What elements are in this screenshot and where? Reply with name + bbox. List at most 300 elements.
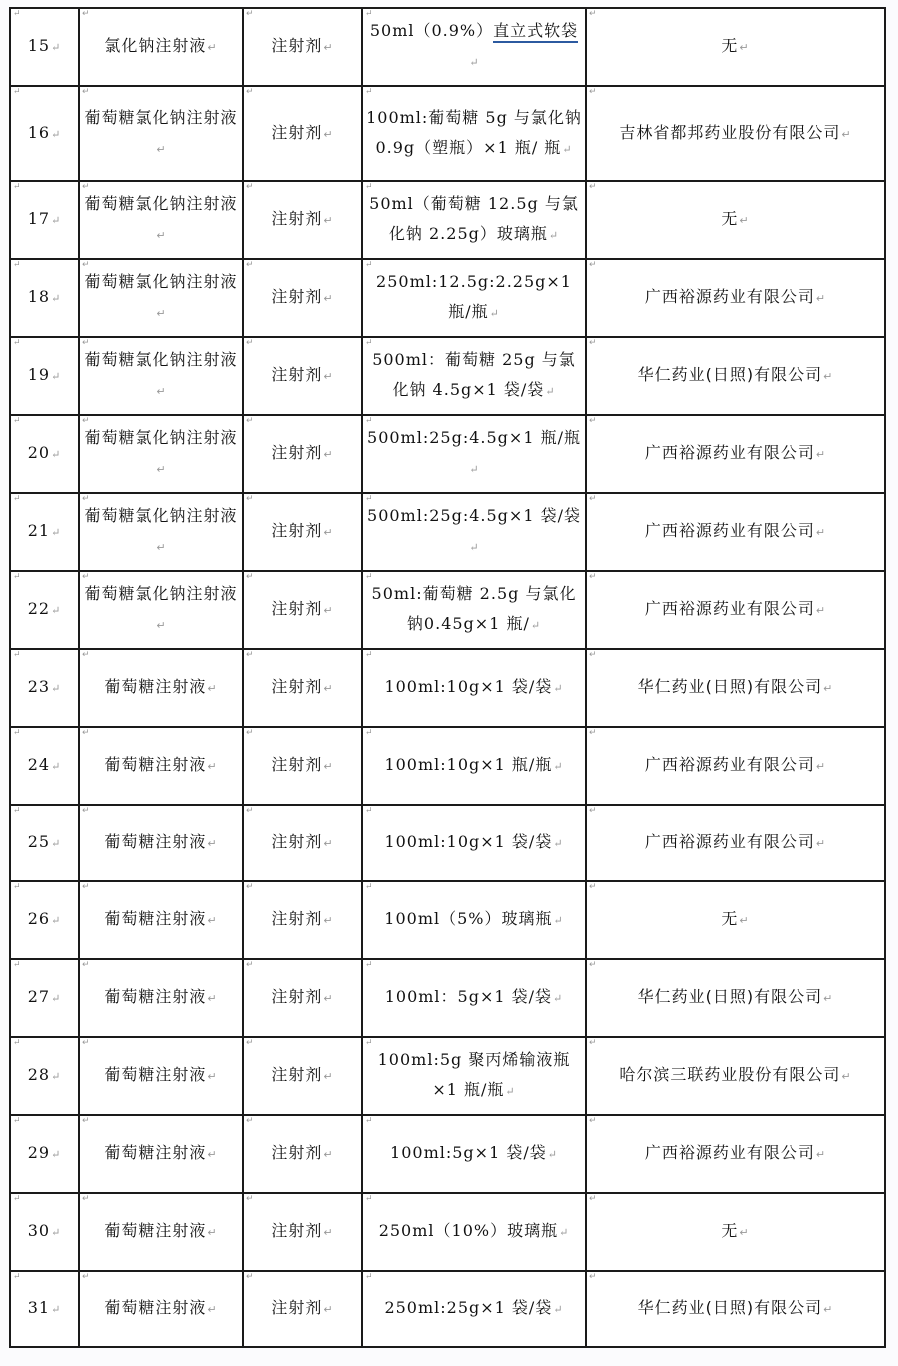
return-mark-icon: ↵ (739, 214, 750, 227)
return-mark-icon: ↵ (323, 760, 334, 773)
paragraph-mark-icon: ↵ (365, 1038, 374, 1048)
return-mark-icon: ↵ (553, 682, 564, 695)
return-mark-icon: ↵ (548, 229, 560, 242)
paragraph-mark-icon: ↵ (82, 416, 91, 426)
return-mark-icon: ↵ (815, 292, 827, 305)
drug-name: 葡萄糖注射液 (104, 1065, 207, 1084)
paragraph-mark-icon: ↵ (82, 1272, 91, 1282)
paragraph-mark-icon: ↵ (13, 1038, 22, 1048)
return-mark-icon: ↵ (51, 292, 62, 305)
cell-specification (362, 415, 586, 493)
return-mark-icon: ↵ (51, 837, 62, 850)
paragraph-mark-icon: ↵ (82, 728, 91, 738)
return-mark-icon: ↵ (323, 448, 334, 461)
specification: 250ml（10%）玻璃瓶 (378, 1221, 559, 1240)
table-row (10, 415, 885, 493)
cell-specification (362, 86, 586, 181)
paragraph-mark-icon: ↵ (365, 882, 374, 892)
paragraph-mark-icon: ↵ (82, 882, 91, 892)
paragraph-mark-icon: ↵ (82, 572, 91, 582)
return-mark-icon: ↵ (156, 229, 167, 242)
return-mark-icon: ↵ (545, 385, 556, 398)
dosage-form: 注射剂 (271, 521, 323, 540)
manufacturer: 无 (721, 909, 739, 928)
return-mark-icon: ↵ (823, 682, 834, 695)
dosage-form: 注射剂 (271, 832, 323, 851)
paragraph-mark-icon: ↵ (589, 728, 598, 738)
return-mark-icon: ↵ (323, 1148, 334, 1161)
specification: 50ml（葡萄糖 12.5g 与氯化钠 2.25g）玻璃瓶 (369, 194, 579, 243)
cell-drug-name (79, 881, 243, 959)
return-mark-icon: ↵ (323, 1226, 334, 1239)
table-row (10, 8, 885, 86)
paragraph-mark-icon: ↵ (13, 806, 22, 816)
paragraph-mark-icon: ↵ (365, 806, 374, 816)
cell-number (10, 337, 79, 415)
paragraph-mark-icon: ↵ (246, 572, 255, 582)
return-mark-icon: ↵ (156, 463, 167, 476)
return-mark-icon: ↵ (323, 914, 334, 927)
row-number: 29 (27, 1143, 51, 1162)
paragraph-mark-icon: ↵ (13, 572, 22, 582)
return-mark-icon: ↵ (207, 682, 218, 695)
drug-name: 葡萄糖注射液 (104, 1221, 207, 1240)
paragraph-mark-icon: ↵ (13, 728, 22, 738)
paragraph-mark-icon: ↵ (13, 416, 22, 426)
cell-number (10, 959, 79, 1037)
return-mark-icon: ↵ (156, 541, 167, 554)
drug-name: 葡萄糖注射液 (104, 1298, 207, 1317)
drug-name: 葡萄糖氯化钠注射液 (84, 506, 238, 525)
paragraph-mark-icon: ↵ (82, 960, 91, 970)
cell-drug-name (79, 259, 243, 337)
cell-drug-name (79, 1193, 243, 1271)
cell-manufacturer (586, 571, 885, 649)
drug-name: 葡萄糖注射液 (104, 755, 207, 774)
manufacturer: 无 (721, 1221, 739, 1240)
paragraph-mark-icon: ↵ (365, 650, 374, 660)
row-number: 17 (27, 209, 51, 228)
paragraph-mark-icon: ↵ (589, 416, 598, 426)
manufacturer: 哈尔滨三联药业股份有限公司 (619, 1065, 841, 1084)
cell-number (10, 259, 79, 337)
paragraph-mark-icon: ↵ (589, 260, 598, 270)
dosage-form: 注射剂 (271, 209, 323, 228)
dosage-form: 注射剂 (271, 1065, 323, 1084)
return-mark-icon: ↵ (207, 41, 218, 54)
cell-specification (362, 727, 586, 805)
drug-name: 葡萄糖氯化钠注射液 (84, 428, 238, 447)
return-mark-icon: ↵ (207, 992, 218, 1005)
cell-manufacturer (586, 649, 885, 727)
row-number: 15 (27, 36, 51, 55)
cell-dosage-form (243, 571, 362, 649)
paragraph-mark-icon: ↵ (589, 338, 598, 348)
specification-link[interactable]: 直立式软袋 (493, 21, 578, 43)
paragraph-mark-icon: ↵ (589, 882, 598, 892)
return-mark-icon: ↵ (51, 526, 62, 539)
return-mark-icon: ↵ (739, 1226, 750, 1239)
paragraph-mark-icon: ↵ (246, 1116, 255, 1126)
return-mark-icon: ↵ (323, 292, 334, 305)
paragraph-mark-icon: ↵ (246, 650, 255, 660)
cell-manufacturer (586, 86, 885, 181)
specification: 100ml:10g×1 瓶/瓶 (384, 755, 553, 774)
cell-dosage-form (243, 1193, 362, 1271)
paragraph-mark-icon: ↵ (589, 1272, 598, 1282)
return-mark-icon: ↵ (562, 142, 573, 156)
specification: 100ml（5%）玻璃瓶 (384, 909, 553, 928)
cell-number (10, 493, 79, 571)
manufacturer: 华仁药业(日照)有限公司 (637, 987, 823, 1006)
cell-manufacturer (586, 1115, 885, 1193)
table-row (10, 1037, 885, 1115)
return-mark-icon: ↵ (739, 41, 750, 54)
return-mark-icon: ↵ (553, 760, 564, 773)
row-number: 20 (27, 443, 51, 462)
paragraph-mark-icon: ↵ (82, 1038, 91, 1048)
paragraph-mark-icon: ↵ (589, 9, 598, 19)
return-mark-icon: ↵ (323, 1070, 334, 1083)
return-mark-icon: ↵ (323, 837, 334, 850)
specification: 250ml:12.5g:2.25g×1 瓶/瓶 (376, 272, 572, 321)
cell-number (10, 881, 79, 959)
table-row (10, 86, 885, 181)
dosage-form: 注射剂 (271, 443, 323, 462)
cell-manufacturer (586, 181, 885, 259)
paragraph-mark-icon: ↵ (246, 494, 255, 504)
return-mark-icon: ↵ (323, 526, 334, 539)
cell-drug-name (79, 1115, 243, 1193)
return-mark-icon: ↵ (553, 1303, 564, 1316)
return-mark-icon: ↵ (547, 1148, 558, 1161)
drug-name: 葡萄糖氯化钠注射液 (84, 350, 238, 369)
drug-name: 葡萄糖氯化钠注射液 (84, 272, 238, 291)
paragraph-mark-icon: ↵ (246, 260, 255, 270)
drug-name: 葡萄糖氯化钠注射液 (84, 194, 238, 213)
paragraph-mark-icon: ↵ (13, 494, 22, 504)
cell-number (10, 181, 79, 259)
cell-number (10, 1271, 79, 1347)
table-row (10, 881, 885, 959)
cell-specification (362, 259, 586, 337)
row-number: 30 (27, 1221, 51, 1240)
dosage-form: 注射剂 (271, 1298, 323, 1317)
paragraph-mark-icon: ↵ (365, 1272, 374, 1282)
manufacturer: 广西裕源药业有限公司 (644, 287, 815, 306)
specification: 100ml:10g×1 袋/袋 (384, 677, 553, 696)
return-mark-icon: ↵ (156, 619, 167, 632)
cell-number (10, 805, 79, 881)
return-mark-icon: ↵ (51, 370, 62, 383)
return-mark-icon: ↵ (553, 992, 564, 1005)
return-mark-icon: ↵ (815, 837, 827, 850)
paragraph-mark-icon: ↵ (13, 87, 22, 97)
cell-drug-name (79, 1271, 243, 1347)
return-mark-icon: ↵ (51, 682, 62, 695)
paragraph-mark-icon: ↵ (246, 87, 255, 97)
dosage-form: 注射剂 (271, 909, 323, 928)
cell-drug-name (79, 571, 243, 649)
return-mark-icon: ↵ (51, 1226, 62, 1239)
cell-specification (362, 959, 586, 1037)
return-mark-icon: ↵ (823, 992, 834, 1005)
paragraph-mark-icon: ↵ (13, 260, 22, 270)
paragraph-mark-icon: ↵ (82, 9, 91, 19)
specification: 100ml:5g 聚丙烯输液瓶×1 瓶/瓶 (377, 1050, 571, 1099)
return-mark-icon: ↵ (815, 1148, 827, 1161)
cell-specification (362, 493, 586, 571)
return-mark-icon: ↵ (553, 837, 564, 850)
paragraph-mark-icon: ↵ (365, 87, 374, 97)
cell-drug-name (79, 805, 243, 881)
drug-name: 葡萄糖注射液 (104, 832, 207, 851)
return-mark-icon: ↵ (323, 604, 334, 617)
cell-manufacturer (586, 1271, 885, 1347)
return-mark-icon: ↵ (51, 448, 62, 461)
return-mark-icon: ↵ (815, 448, 827, 461)
return-mark-icon: ↵ (51, 127, 62, 141)
paragraph-mark-icon: ↵ (365, 1194, 374, 1204)
drug-name: 葡萄糖氯化钠注射液 (84, 584, 238, 603)
table-row (10, 1193, 885, 1271)
cell-dosage-form (243, 86, 362, 181)
paragraph-mark-icon: ↵ (365, 260, 374, 270)
return-mark-icon: ↵ (323, 1303, 334, 1316)
specification: 250ml:25g×1 袋/袋 (384, 1298, 553, 1317)
cell-specification (362, 181, 586, 259)
paragraph-mark-icon: ↵ (589, 1038, 598, 1048)
return-mark-icon: ↵ (823, 1303, 834, 1316)
table-row (10, 805, 885, 881)
cell-manufacturer (586, 727, 885, 805)
cell-dosage-form (243, 1037, 362, 1115)
paragraph-mark-icon: ↵ (82, 182, 91, 192)
cell-manufacturer (586, 337, 885, 415)
return-mark-icon: ↵ (469, 56, 480, 69)
cell-dosage-form (243, 881, 362, 959)
specification: 500ml:25g:4.5g×1 瓶/瓶 (367, 428, 581, 447)
cell-drug-name (79, 181, 243, 259)
return-mark-icon: ↵ (156, 142, 167, 156)
paragraph-mark-icon: ↵ (246, 1272, 255, 1282)
cell-drug-name (79, 1037, 243, 1115)
return-mark-icon: ↵ (51, 914, 62, 927)
cell-drug-name (79, 959, 243, 1037)
row-number: 18 (27, 287, 51, 306)
row-number: 22 (27, 599, 51, 618)
manufacturer: 广西裕源药业有限公司 (644, 599, 815, 618)
cell-number (10, 86, 79, 181)
cell-manufacturer (586, 493, 885, 571)
specification: 50ml（0.9%） (369, 21, 494, 40)
return-mark-icon: ↵ (323, 682, 334, 695)
row-number: 25 (27, 832, 51, 851)
paragraph-mark-icon: ↵ (246, 882, 255, 892)
dosage-form: 注射剂 (271, 755, 323, 774)
table-row (10, 571, 885, 649)
return-mark-icon: ↵ (51, 760, 62, 773)
cell-specification (362, 8, 586, 86)
specification: 100ml:10g×1 袋/袋 (384, 832, 553, 851)
cell-manufacturer (586, 8, 885, 86)
return-mark-icon: ↵ (207, 914, 218, 927)
return-mark-icon: ↵ (739, 914, 750, 927)
return-mark-icon: ↵ (469, 463, 480, 476)
return-mark-icon: ↵ (207, 1148, 218, 1161)
return-mark-icon: ↵ (207, 837, 218, 850)
row-number: 28 (27, 1065, 51, 1084)
paragraph-mark-icon: ↵ (589, 960, 598, 970)
cell-manufacturer (586, 1037, 885, 1115)
return-mark-icon: ↵ (841, 127, 852, 141)
return-mark-icon: ↵ (207, 1303, 218, 1316)
paragraph-mark-icon: ↵ (589, 1194, 598, 1204)
paragraph-mark-icon: ↵ (82, 87, 91, 97)
return-mark-icon: ↵ (505, 1085, 516, 1098)
cell-number (10, 571, 79, 649)
table-row (10, 649, 885, 727)
cell-drug-name (79, 337, 243, 415)
return-mark-icon: ↵ (51, 992, 62, 1005)
cell-number (10, 649, 79, 727)
manufacturer: 华仁药业(日照)有限公司 (637, 677, 823, 696)
manufacturer: 广西裕源药业有限公司 (644, 755, 815, 774)
cell-dosage-form (243, 649, 362, 727)
cell-dosage-form (243, 1115, 362, 1193)
row-number: 16 (27, 122, 51, 142)
paragraph-mark-icon: ↵ (13, 182, 22, 192)
paragraph-mark-icon: ↵ (246, 806, 255, 816)
cell-number (10, 727, 79, 805)
dosage-form: 注射剂 (271, 1221, 323, 1240)
specification: 100ml:5g×1 袋/袋 (390, 1143, 547, 1162)
row-number: 27 (27, 987, 51, 1006)
cell-specification (362, 1037, 586, 1115)
return-mark-icon: ↵ (207, 1226, 218, 1239)
cell-specification (362, 337, 586, 415)
row-number: 21 (27, 521, 51, 540)
drug-list-table (9, 7, 886, 1348)
paragraph-mark-icon: ↵ (589, 182, 598, 192)
manufacturer: 华仁药业(日照)有限公司 (637, 365, 823, 384)
paragraph-mark-icon: ↵ (365, 9, 374, 19)
cell-number (10, 1115, 79, 1193)
return-mark-icon: ↵ (51, 41, 62, 54)
drug-name: 葡萄糖注射液 (104, 909, 207, 928)
paragraph-mark-icon: ↵ (365, 1116, 374, 1126)
return-mark-icon: ↵ (323, 41, 334, 54)
cell-dosage-form (243, 8, 362, 86)
cell-manufacturer (586, 805, 885, 881)
cell-drug-name (79, 8, 243, 86)
manufacturer: 无 (721, 209, 739, 228)
dosage-form: 注射剂 (271, 287, 323, 306)
paragraph-mark-icon: ↵ (365, 728, 374, 738)
paragraph-mark-icon: ↵ (13, 338, 22, 348)
dosage-form: 注射剂 (271, 1143, 323, 1162)
paragraph-mark-icon: ↵ (82, 494, 91, 504)
cell-manufacturer (586, 881, 885, 959)
paragraph-mark-icon: ↵ (13, 1194, 22, 1204)
paragraph-mark-icon: ↵ (246, 728, 255, 738)
cell-specification (362, 1193, 586, 1271)
paragraph-mark-icon: ↵ (82, 338, 91, 348)
return-mark-icon: ↵ (156, 385, 167, 398)
manufacturer: 广西裕源药业有限公司 (644, 443, 815, 462)
table-row (10, 959, 885, 1037)
paragraph-mark-icon: ↵ (82, 1116, 91, 1126)
paragraph-mark-icon: ↵ (246, 338, 255, 348)
cell-dosage-form (243, 805, 362, 881)
return-mark-icon: ↵ (156, 307, 167, 320)
row-number: 26 (27, 909, 51, 928)
paragraph-mark-icon: ↵ (589, 494, 598, 504)
dosage-form: 注射剂 (271, 122, 323, 142)
paragraph-mark-icon: ↵ (589, 806, 598, 816)
manufacturer: 吉林省都邦药业股份有限公司 (619, 122, 841, 142)
paragraph-mark-icon: ↵ (589, 1116, 598, 1126)
cell-number (10, 8, 79, 86)
cell-specification (362, 1115, 586, 1193)
paragraph-mark-icon: ↵ (13, 1116, 22, 1126)
return-mark-icon: ↵ (489, 307, 500, 320)
cell-manufacturer (586, 415, 885, 493)
row-number: 31 (27, 1298, 51, 1317)
return-mark-icon: ↵ (207, 1070, 218, 1083)
paragraph-mark-icon: ↵ (13, 9, 22, 19)
manufacturer: 广西裕源药业有限公司 (644, 832, 815, 851)
drug-name: 葡萄糖注射液 (104, 677, 207, 696)
cell-number (10, 1193, 79, 1271)
specification: 100ml：5g×1 袋/袋 (384, 987, 553, 1006)
cell-specification (362, 805, 586, 881)
cell-manufacturer (586, 259, 885, 337)
paragraph-mark-icon: ↵ (589, 650, 598, 660)
cell-specification (362, 571, 586, 649)
paragraph-mark-icon: ↵ (13, 960, 22, 970)
dosage-form: 注射剂 (271, 36, 323, 55)
cell-specification (362, 649, 586, 727)
table-row (10, 337, 885, 415)
return-mark-icon: ↵ (323, 214, 334, 227)
paragraph-mark-icon: ↵ (13, 650, 22, 660)
table-row (10, 259, 885, 337)
paragraph-mark-icon: ↵ (365, 572, 374, 582)
table-row (10, 493, 885, 571)
cell-dosage-form (243, 493, 362, 571)
paragraph-mark-icon: ↵ (365, 182, 374, 192)
table-row (10, 1271, 885, 1347)
cell-dosage-form (243, 181, 362, 259)
return-mark-icon: ↵ (553, 914, 564, 927)
manufacturer: 华仁药业(日照)有限公司 (637, 1298, 823, 1317)
dosage-form: 注射剂 (271, 365, 323, 384)
paragraph-mark-icon: ↵ (365, 416, 374, 426)
cell-specification (362, 1271, 586, 1347)
specification: 500ml:25g:4.5g×1 袋/袋 (367, 506, 581, 525)
return-mark-icon: ↵ (469, 541, 480, 554)
return-mark-icon: ↵ (207, 760, 218, 773)
cell-drug-name (79, 727, 243, 805)
return-mark-icon: ↵ (323, 992, 334, 1005)
paragraph-mark-icon: ↵ (246, 182, 255, 192)
cell-dosage-form (243, 415, 362, 493)
return-mark-icon: ↵ (51, 1303, 62, 1316)
row-number: 23 (27, 677, 51, 696)
paragraph-mark-icon: ↵ (365, 494, 374, 504)
paragraph-mark-icon: ↵ (82, 806, 91, 816)
